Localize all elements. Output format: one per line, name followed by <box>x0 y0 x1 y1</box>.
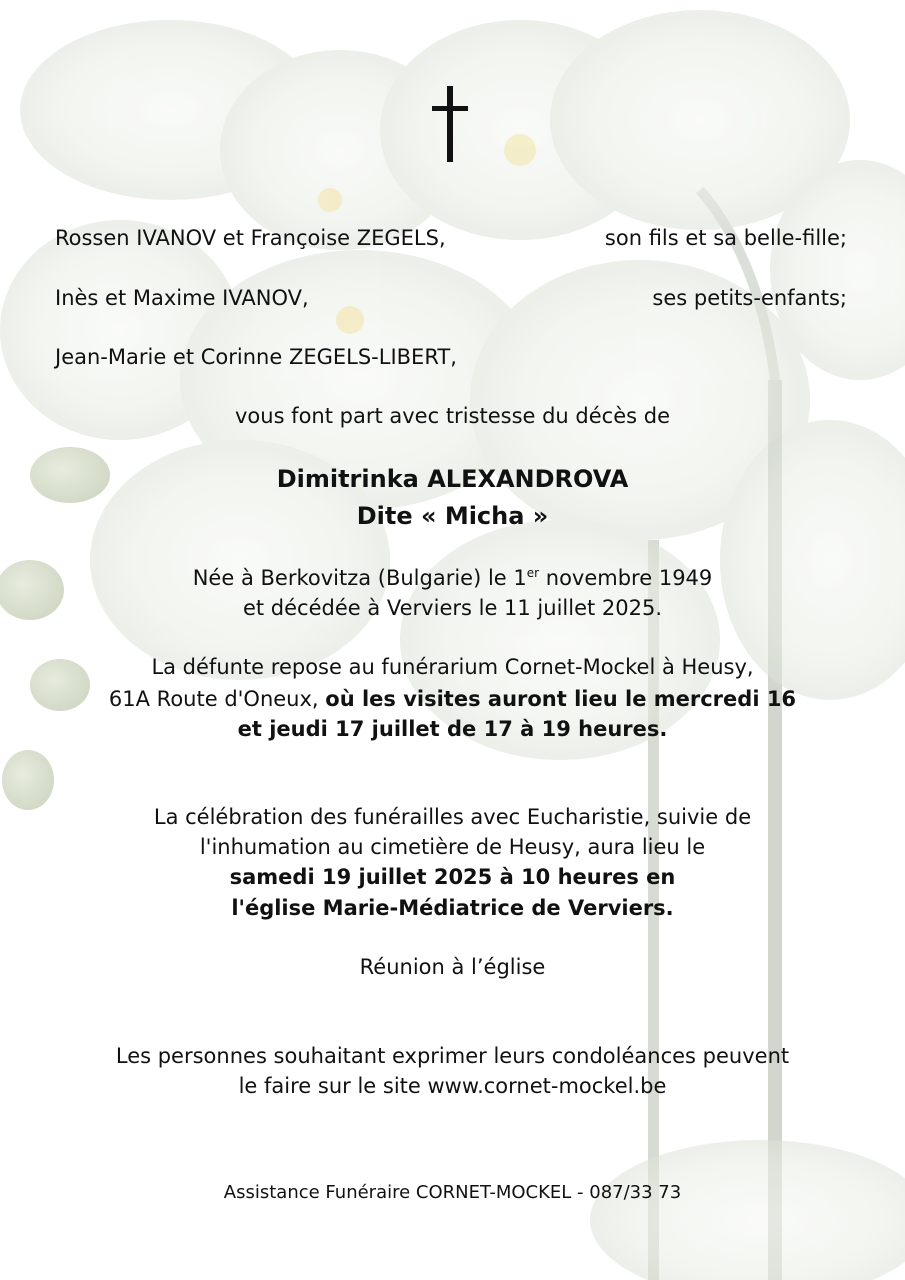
deceased-name: Dimitrinka ALEXANDROVA <box>276 465 629 493</box>
family-relation: ses petits-enfants; <box>652 286 847 310</box>
ceremony-line-3 <box>40 862 865 892</box>
repose-line-1: La défunte repose au funérarium Cornet-Mockel à Heusy, <box>151 655 754 679</box>
death-line: et décédée à Verviers le 11 juillet 2025. <box>242 596 663 620</box>
birth-text: Née à Berkovitza (Bulgarie) le 1 <box>192 566 527 590</box>
ceremony-line-2: l'inhumation au cimetière de Heusy, aura lieu le <box>199 835 706 859</box>
family-names: Rossen IVANOV et Françoise ZEGELS, <box>55 226 446 250</box>
announcement-text: vous font part avec tristesse du décès de <box>234 404 670 428</box>
family-names: Inès et Maxime IVANOV, <box>55 286 309 310</box>
cross-icon <box>428 86 472 162</box>
birth-date: novembre 1949 <box>539 566 713 590</box>
repose-visits: où les visites auront lieu le mercredi 16 <box>325 687 797 711</box>
repose-address: 61A Route d'Oneux, <box>108 687 326 711</box>
ceremony-date: samedi 19 juillet 2025 à 10 heures en <box>229 865 676 889</box>
condolences-line-1: Les personnes souhaitant exprimer leurs condoléances peuvent <box>115 1044 790 1068</box>
deceased-alias: Dite « Micha » <box>356 502 549 530</box>
footer-contact: Assistance Funéraire CORNET-MOCKEL - 087/33 73 <box>223 1182 682 1203</box>
reunion-text: Réunion à l’église <box>359 955 546 979</box>
family-names: Jean-Marie et Corinne ZEGELS-LIBERT, <box>55 345 457 369</box>
birth-line <box>40 563 865 593</box>
ceremony-church: l'église Marie-Médiatrice de Verviers. <box>231 896 674 920</box>
ceremony-line-4 <box>40 893 865 923</box>
repose-visit-hours: et jeudi 17 juillet de 17 à 19 heures. <box>237 717 668 741</box>
ceremony-line-1: La célébration des funérailles avec Eucharistie, suivie de <box>153 805 752 829</box>
birth-ordinal: er <box>526 566 540 580</box>
repose-line-2 <box>40 684 865 714</box>
repose-line-3 <box>40 714 865 744</box>
family-relation: son fils et sa belle-fille; <box>604 226 847 250</box>
condolences-line-2: le faire sur le site www.cornet-mockel.be <box>238 1074 667 1098</box>
